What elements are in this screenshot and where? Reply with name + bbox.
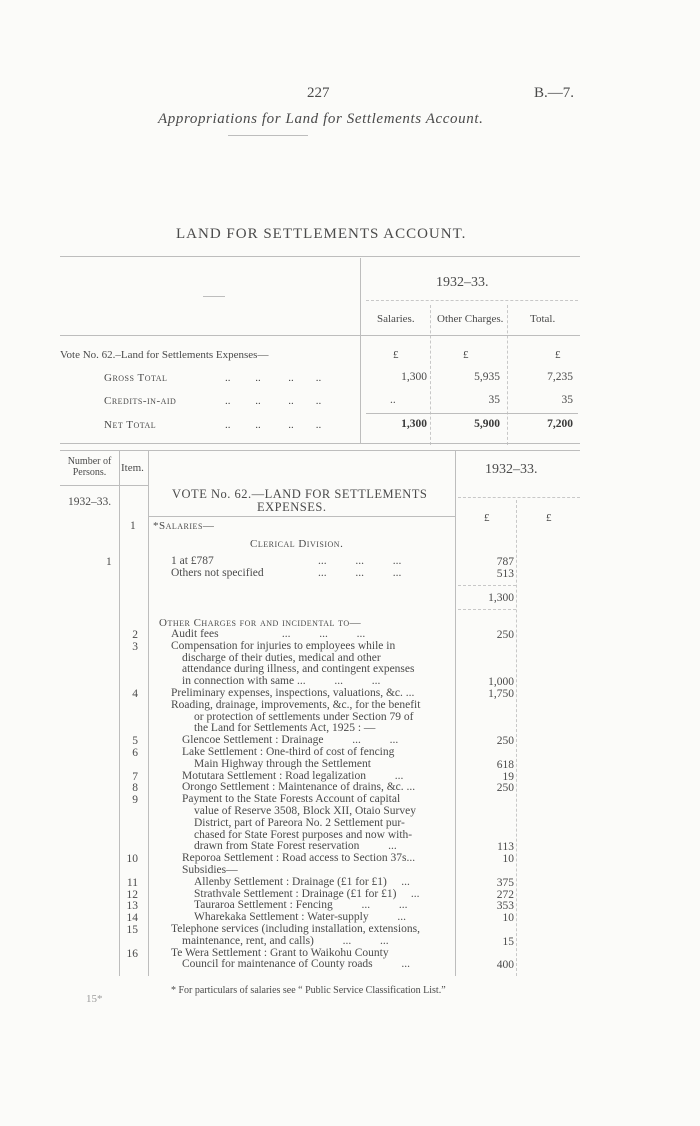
- detail-line-amount: 19: [502, 770, 514, 783]
- detail-line-amount: 272: [496, 888, 514, 901]
- detail-salary-label-2: Others not specified: [171, 567, 264, 579]
- detail-salary-amount-2: 513: [496, 568, 514, 580]
- detail-year-right: 1932–33.: [485, 462, 538, 477]
- document-reference: B.—7.: [534, 85, 575, 101]
- detail-salaries-item: 1: [130, 520, 136, 532]
- detail-salary-dots-2: ... ... ...: [318, 567, 402, 579]
- detail-col-line-3: [455, 451, 456, 976]
- summary-row-vote-oth: £: [463, 349, 469, 361]
- summary-year-rule: [366, 300, 578, 301]
- detail-line-text: attendance during illness, and contingent expenses: [182, 663, 415, 676]
- detail-line-text: drawn from State Forest reservation ...: [194, 840, 397, 853]
- detail-line-text: Lake Settlement : One-third of cost of fencing: [182, 746, 395, 758]
- detail-item-number: 2: [132, 629, 138, 641]
- detail-line-text: Motutara Settlement : Road legalization ...: [182, 769, 404, 782]
- summary-row-credits-sal: ..: [390, 394, 396, 406]
- summary-divider: [360, 258, 361, 444]
- detail-col-line-4: [516, 500, 517, 976]
- summary-row-vote-tot: £: [555, 349, 561, 361]
- detail-line-text: Main Highway through the Settlement: [194, 757, 371, 770]
- detail-line-amount: 618: [496, 758, 514, 771]
- detail-line-text: Payment to the State Forests Account of capital: [182, 793, 401, 806]
- detail-line-text: or protection of settlements under Section 79 of: [194, 710, 414, 723]
- detail-vote-title-1: VOTE No. 62.—LAND FOR SETTLEMENTS: [172, 487, 428, 501]
- detail-line-text: District, part of Pareora No. 2 Settlement pur-: [194, 816, 405, 829]
- summary-row-gross-label: Gross Total: [104, 372, 168, 384]
- margin-note: 15*: [86, 993, 103, 1005]
- summary-row-net-label: Net Total: [104, 419, 157, 431]
- summary-col-other: Other Charges.: [437, 313, 504, 325]
- detail-line-text: maintenance, rent, and calls) ... ...: [182, 934, 389, 947]
- summary-row-net-oth: 5,900: [474, 418, 500, 430]
- summary-net-rule: [366, 413, 578, 414]
- detail-line-amount: 375: [496, 876, 514, 889]
- detail-item-number: 14: [126, 912, 138, 925]
- detail-item-number: 4: [132, 688, 138, 700]
- detail-other-charges-heading: Other Charges for and incidental to—: [159, 617, 362, 629]
- detail-line-text: Glencoe Settlement : Drainage ... ...: [182, 734, 399, 747]
- detail-line-text: Wharekaka Settlement : Water-supply ...: [194, 911, 406, 924]
- detail-footnote: * For particulars of salaries see “ Public Service Classification List.”: [171, 985, 446, 996]
- page-subtitle: Appropriations for Land for Settlements Account.: [158, 111, 484, 127]
- detail-line-text: Strathvale Settlement : Drainage (£1 for £1) ...: [194, 887, 420, 900]
- detail-vote-rule: [148, 516, 455, 517]
- detail-persons-rule: [60, 485, 148, 486]
- detail-item-number: 6: [132, 747, 138, 759]
- detail-line-text: Roading, drainage, improvements, &c., for the benefit: [171, 698, 421, 711]
- detail-item-number: 13: [126, 900, 138, 913]
- summary-col-total: Total.: [530, 313, 556, 325]
- detail-salary-rule-bottom: [458, 609, 516, 610]
- summary-row-credits-dots: .. .. .. ..: [225, 395, 322, 407]
- detail-line-text: Council for maintenance of County roads ...: [182, 958, 411, 971]
- detail-line-amount: 250: [496, 782, 514, 795]
- detail-salary-label-1: 1 at £787: [171, 555, 214, 567]
- summary-row-gross-sal: 1,300: [401, 371, 427, 383]
- detail-col-item: Item.: [121, 462, 144, 474]
- detail-vote-title-2: EXPENSES.: [257, 500, 327, 514]
- detail-salary-amount-1: 787: [496, 556, 514, 568]
- detail-salaries-total: 1,300: [488, 592, 514, 604]
- detail-line-amount: 250: [496, 735, 514, 748]
- page-number: 227: [307, 85, 330, 101]
- summary-row-net-tot: 7,200: [547, 418, 573, 430]
- summary-row-net-dots: .. .. .. ..: [225, 419, 322, 431]
- summary-header-rule: [60, 335, 580, 336]
- summary-top-rule: [60, 256, 580, 257]
- detail-line-amount: 113: [497, 841, 514, 854]
- detail-salary-dots-1: ... ... ...: [318, 555, 402, 567]
- summary-row-credits-tot: 35: [561, 394, 573, 406]
- detail-line-text: in connection with same ... ... ...: [182, 675, 381, 688]
- detail-salaries-label: *Salaries—: [153, 520, 215, 532]
- summary-col-salaries: Salaries.: [377, 313, 415, 325]
- detail-item-number: 8: [132, 782, 138, 795]
- detail-item-number: 15: [126, 924, 138, 936]
- detail-item-number: 9: [132, 794, 138, 807]
- summary-row-vote-label: Vote No. 62.–Land for Settlements Expenses—: [60, 349, 269, 361]
- detail-line-text: Reporoa Settlement : Road access to Section 37s...: [182, 852, 416, 865]
- detail-top-rule: [60, 450, 580, 451]
- detail-line-text: Te Wera Settlement : Grant to Waikohu County: [171, 946, 389, 959]
- detail-line-amount: 1,750: [488, 688, 514, 700]
- detail-year-rule: [458, 497, 580, 498]
- detail-line-text: Telephone services (including installation, extensions,: [171, 923, 420, 935]
- detail-line-text: Orongo Settlement : Maintenance of drains, &c. ...: [182, 781, 416, 794]
- detail-line-text: chased for State Forest purposes and now with-: [194, 828, 413, 841]
- summary-row-net-sal: 1,300: [401, 418, 427, 430]
- summary-row-gross-dots: .. .. .. ..: [225, 372, 322, 384]
- detail-line-text: value of Reserve 3508, Block XII, Otaio Survey: [194, 805, 416, 817]
- detail-item-number: 7: [132, 770, 138, 783]
- detail-col-line-2: [148, 451, 149, 976]
- detail-item-number: 10: [126, 853, 138, 866]
- detail-line-text: Allenby Settlement : Drainage (£1 for £1) ...: [194, 875, 410, 888]
- summary-title: LAND FOR SETTLEMENTS ACCOUNT.: [176, 226, 467, 242]
- detail-year-left: 1932–33.: [68, 496, 112, 508]
- summary-row-credits-oth: 35: [488, 394, 500, 406]
- detail-line-text: Compensation for injuries to employees while in: [171, 639, 396, 652]
- detail-salary-persons-1: 1: [106, 556, 112, 568]
- summary-year: 1932–33.: [436, 275, 489, 290]
- summary-bottom-rule: [60, 443, 580, 444]
- detail-line-text: Preliminary expenses, inspections, valuations, &c. ...: [171, 687, 415, 699]
- summary-dash: [203, 296, 225, 297]
- detail-line-amount: 250: [496, 629, 514, 641]
- detail-line-text: discharge of their duties, medical and other: [182, 651, 381, 664]
- summary-row-gross-oth: 5,935: [474, 371, 500, 383]
- detail-line-text: Audit fees ... ... ...: [171, 628, 366, 640]
- summary-row-gross-tot: 7,235: [547, 371, 573, 383]
- summary-row-credits-label: Credits-in-aid: [104, 395, 177, 407]
- detail-line-amount: 400: [496, 959, 514, 972]
- detail-item-number: 12: [126, 888, 138, 901]
- detail-line-text: Tauraroa Settlement : Fencing ... ...: [194, 899, 408, 912]
- detail-item-number: 16: [126, 947, 138, 960]
- detail-item-number: 3: [132, 640, 138, 653]
- detail-item-number: 5: [132, 735, 138, 748]
- subtitle-rule: [228, 135, 308, 136]
- detail-line-amount: 10: [502, 912, 514, 925]
- detail-line-amount: 353: [496, 900, 514, 913]
- detail-line-text: Subsidies—: [182, 864, 238, 876]
- detail-line-amount: 10: [502, 853, 514, 866]
- detail-line-amount: 1,000: [488, 676, 514, 689]
- summary-row-vote-sal: £: [393, 349, 399, 361]
- detail-col-persons: Number of Persons.: [67, 456, 112, 478]
- detail-clerical-heading: Clerical Division.: [250, 538, 344, 550]
- detail-pound-2: £: [546, 512, 552, 524]
- detail-salary-rule-top: [458, 585, 516, 586]
- detail-pound-1: £: [484, 512, 490, 524]
- detail-item-number: 11: [126, 876, 138, 889]
- detail-line-amount: 15: [502, 935, 514, 948]
- detail-line-text: the Land for Settlements Act, 1925 : —: [194, 722, 376, 735]
